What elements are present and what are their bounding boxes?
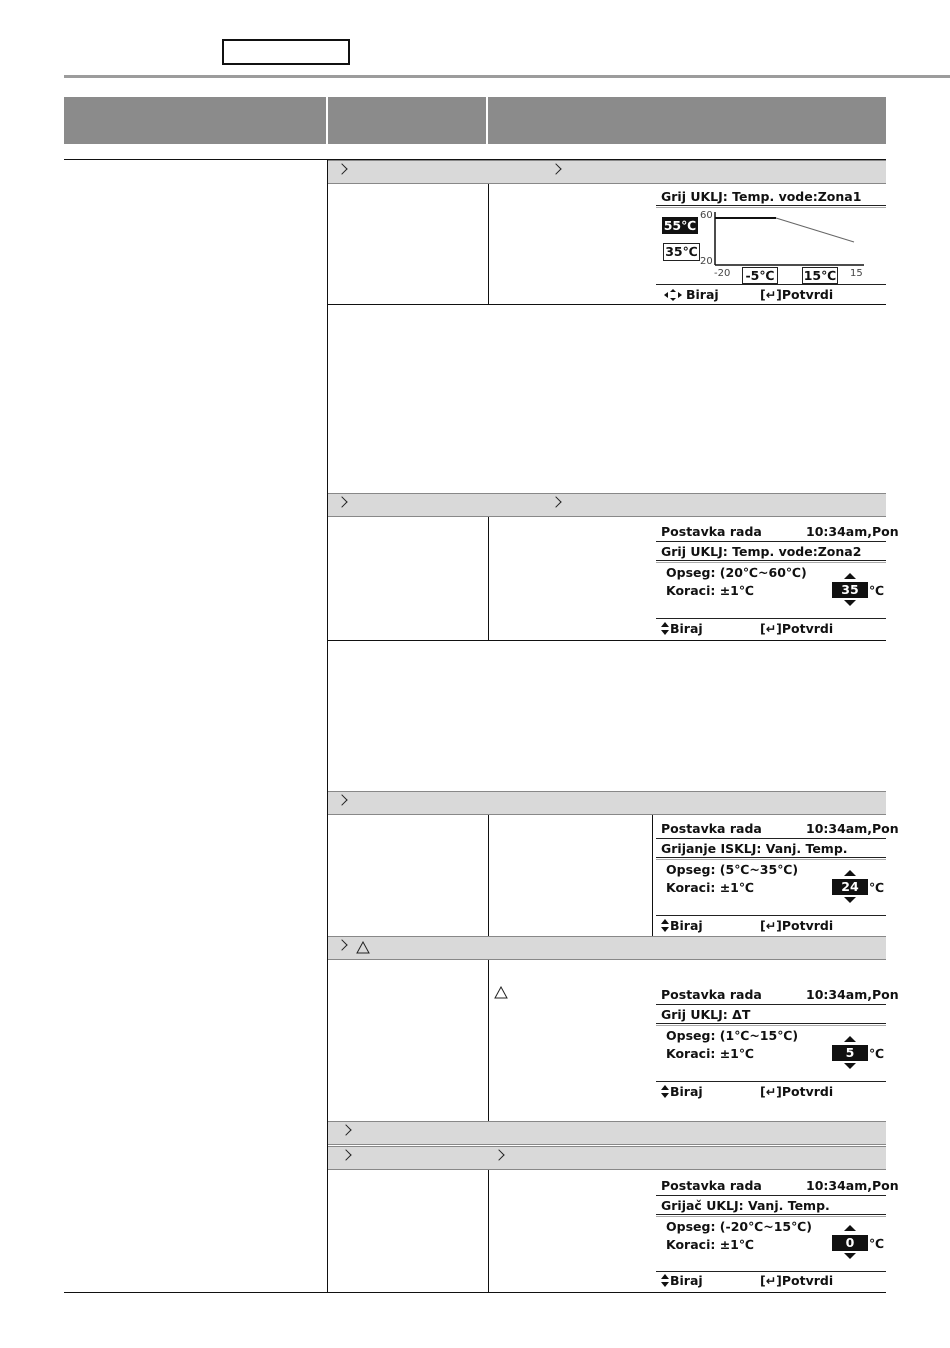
- header-left: Postavka rada: [661, 987, 762, 1002]
- value-field[interactable]: 35: [832, 582, 868, 598]
- unit-label: ℃: [869, 1236, 885, 1251]
- footer-select: Biraj: [670, 918, 703, 933]
- table-header-col3: [488, 97, 886, 144]
- footer-select: Biraj: [686, 287, 719, 302]
- footer-select: Biraj: [670, 1084, 703, 1099]
- steps-text: Koraci: ±1℃: [666, 880, 755, 895]
- unit-label: ℃: [869, 583, 885, 598]
- lcd-screen-delta-t: [656, 984, 899, 1102]
- header-left: Postavka rada: [661, 821, 762, 836]
- up-down-arrow-icon: [661, 919, 669, 932]
- cell-divider: [488, 960, 489, 1121]
- arrow-up-icon[interactable]: [844, 870, 856, 876]
- header-right: 10:34am,Pon: [806, 821, 899, 836]
- header-rule: [64, 75, 950, 78]
- title-underline: [656, 857, 886, 860]
- arrow-down-icon[interactable]: [844, 1253, 856, 1259]
- low-temp-value[interactable]: 35℃: [663, 243, 700, 261]
- arrow-down-icon[interactable]: [844, 897, 856, 903]
- lcd-screen-heating-off: [656, 818, 899, 936]
- header-box: [222, 39, 350, 65]
- steps-text: Koraci: ±1℃: [666, 583, 755, 598]
- range-text: Opseg: (20℃~60℃): [666, 565, 807, 580]
- chevron-right-icon: [336, 496, 347, 507]
- header-left: Postavka rada: [661, 1178, 762, 1193]
- menu-path-bar-5: [328, 1121, 886, 1145]
- lcd-screen-zone2: [656, 521, 899, 639]
- menu-path-bar-3: [328, 791, 886, 815]
- steps-text: Koraci: ±1℃: [666, 1237, 755, 1252]
- x-low-tick: -20: [714, 268, 731, 279]
- arrow-up-icon[interactable]: [844, 573, 856, 579]
- lcd-screen-zone1-curve: [656, 188, 886, 304]
- screen-title: Grijač UKLJ: Vanj. Temp.: [661, 1198, 830, 1213]
- header-rule: [656, 541, 886, 542]
- footer-rule: [656, 915, 886, 916]
- footer-rule: [656, 284, 886, 285]
- chevron-right-icon: [550, 496, 561, 507]
- value-field[interactable]: 24: [832, 879, 868, 895]
- up-down-arrow-icon: [661, 1274, 669, 1287]
- screen-title: Grij UKLJ: Temp. vode:Zona1: [661, 189, 862, 204]
- cell-divider: [488, 1170, 489, 1292]
- chevron-right-icon: [340, 1149, 351, 1160]
- cell-divider: [488, 815, 489, 936]
- footer-confirm: [↵]Potvrdi: [760, 287, 834, 302]
- footer-rule: [656, 618, 886, 619]
- range-text: Opseg: (-20℃~15℃): [666, 1219, 812, 1234]
- up-down-arrow-icon: [661, 622, 669, 635]
- footer-select: Biraj: [670, 621, 703, 636]
- footer-confirm: [↵]Potvrdi: [760, 1084, 834, 1099]
- menu-path-bar-6: [328, 1146, 886, 1170]
- footer-rule: [656, 1081, 886, 1082]
- screen-title: Grij UKLJ: Temp. vode:Zona2: [661, 544, 862, 559]
- x-mid1-value[interactable]: -5℃: [742, 267, 778, 284]
- arrow-down-icon[interactable]: [844, 600, 856, 606]
- header-rule: [656, 1195, 886, 1196]
- chevron-right-icon: [336, 163, 347, 174]
- chevron-right-icon: [336, 794, 347, 805]
- chevron-right-icon: [340, 1124, 351, 1135]
- axis-top-label: 60: [700, 210, 713, 221]
- chevron-right-icon: [550, 163, 561, 174]
- title-underline: [656, 1023, 886, 1026]
- arrow-up-icon[interactable]: [844, 1036, 856, 1042]
- table-header-col1: [64, 97, 326, 144]
- footer-confirm: [↵]Potvrdi: [760, 1273, 834, 1288]
- range-text: Opseg: (5℃~35℃): [666, 862, 799, 877]
- value-field[interactable]: 5: [832, 1045, 868, 1061]
- chevron-right-icon: [336, 939, 347, 950]
- header-right: 10:34am,Pon: [806, 524, 899, 539]
- header-left: Postavka rada: [661, 524, 762, 539]
- axis-bottom-label: 20: [700, 256, 713, 267]
- title-underline: [656, 560, 886, 563]
- cell-divider: [488, 184, 489, 304]
- screen-title: Grijanje ISKLJ: Vanj. Temp.: [661, 841, 848, 856]
- cell-divider: [488, 517, 489, 640]
- unit-label: ℃: [869, 1046, 885, 1061]
- four-way-arrow-icon: [664, 289, 682, 301]
- arrow-up-icon[interactable]: [844, 1225, 856, 1231]
- title-underline: [656, 1214, 886, 1217]
- arrow-down-icon[interactable]: [844, 1063, 856, 1069]
- footer-rule: [656, 1271, 886, 1272]
- menu-path-bar-4: [328, 936, 886, 960]
- menu-path-bar-1: [328, 160, 886, 184]
- header-right: 10:34am,Pon: [806, 987, 899, 1002]
- header-right: 10:34am,Pon: [806, 1178, 899, 1193]
- x-high-tick: 15: [850, 268, 863, 279]
- footer-select: Biraj: [670, 1273, 703, 1288]
- value-field[interactable]: 0: [832, 1235, 868, 1251]
- footer-confirm: [↵]Potvrdi: [760, 621, 834, 636]
- screen-title: Grij UKLJ: ΔT: [661, 1007, 751, 1022]
- title-underline: [656, 205, 886, 208]
- curve-graph: [714, 212, 864, 268]
- lcd-screen-heater-on: [656, 1175, 899, 1291]
- steps-text: Koraci: ±1℃: [666, 1046, 755, 1061]
- table-header-col2: [328, 97, 486, 144]
- table-bottom-line: [64, 1292, 886, 1293]
- cell-divider: [652, 815, 653, 936]
- unit-label: ℃: [869, 880, 885, 895]
- x-mid2-value[interactable]: 15℃: [803, 268, 837, 283]
- footer-confirm: [↵]Potvrdi: [760, 918, 834, 933]
- menu-path-bar-2: [328, 493, 886, 517]
- delta-icon: [356, 941, 370, 954]
- row-line: [328, 304, 886, 305]
- up-down-arrow-icon: [661, 1085, 669, 1098]
- row-line: [328, 640, 886, 641]
- header-rule: [656, 1004, 886, 1005]
- range-text: Opseg: (1℃~15℃): [666, 1028, 799, 1043]
- delta-icon: [494, 986, 508, 999]
- high-temp-value[interactable]: 55℃: [663, 218, 697, 233]
- header-rule: [656, 838, 886, 839]
- chevron-right-icon: [493, 1149, 504, 1160]
